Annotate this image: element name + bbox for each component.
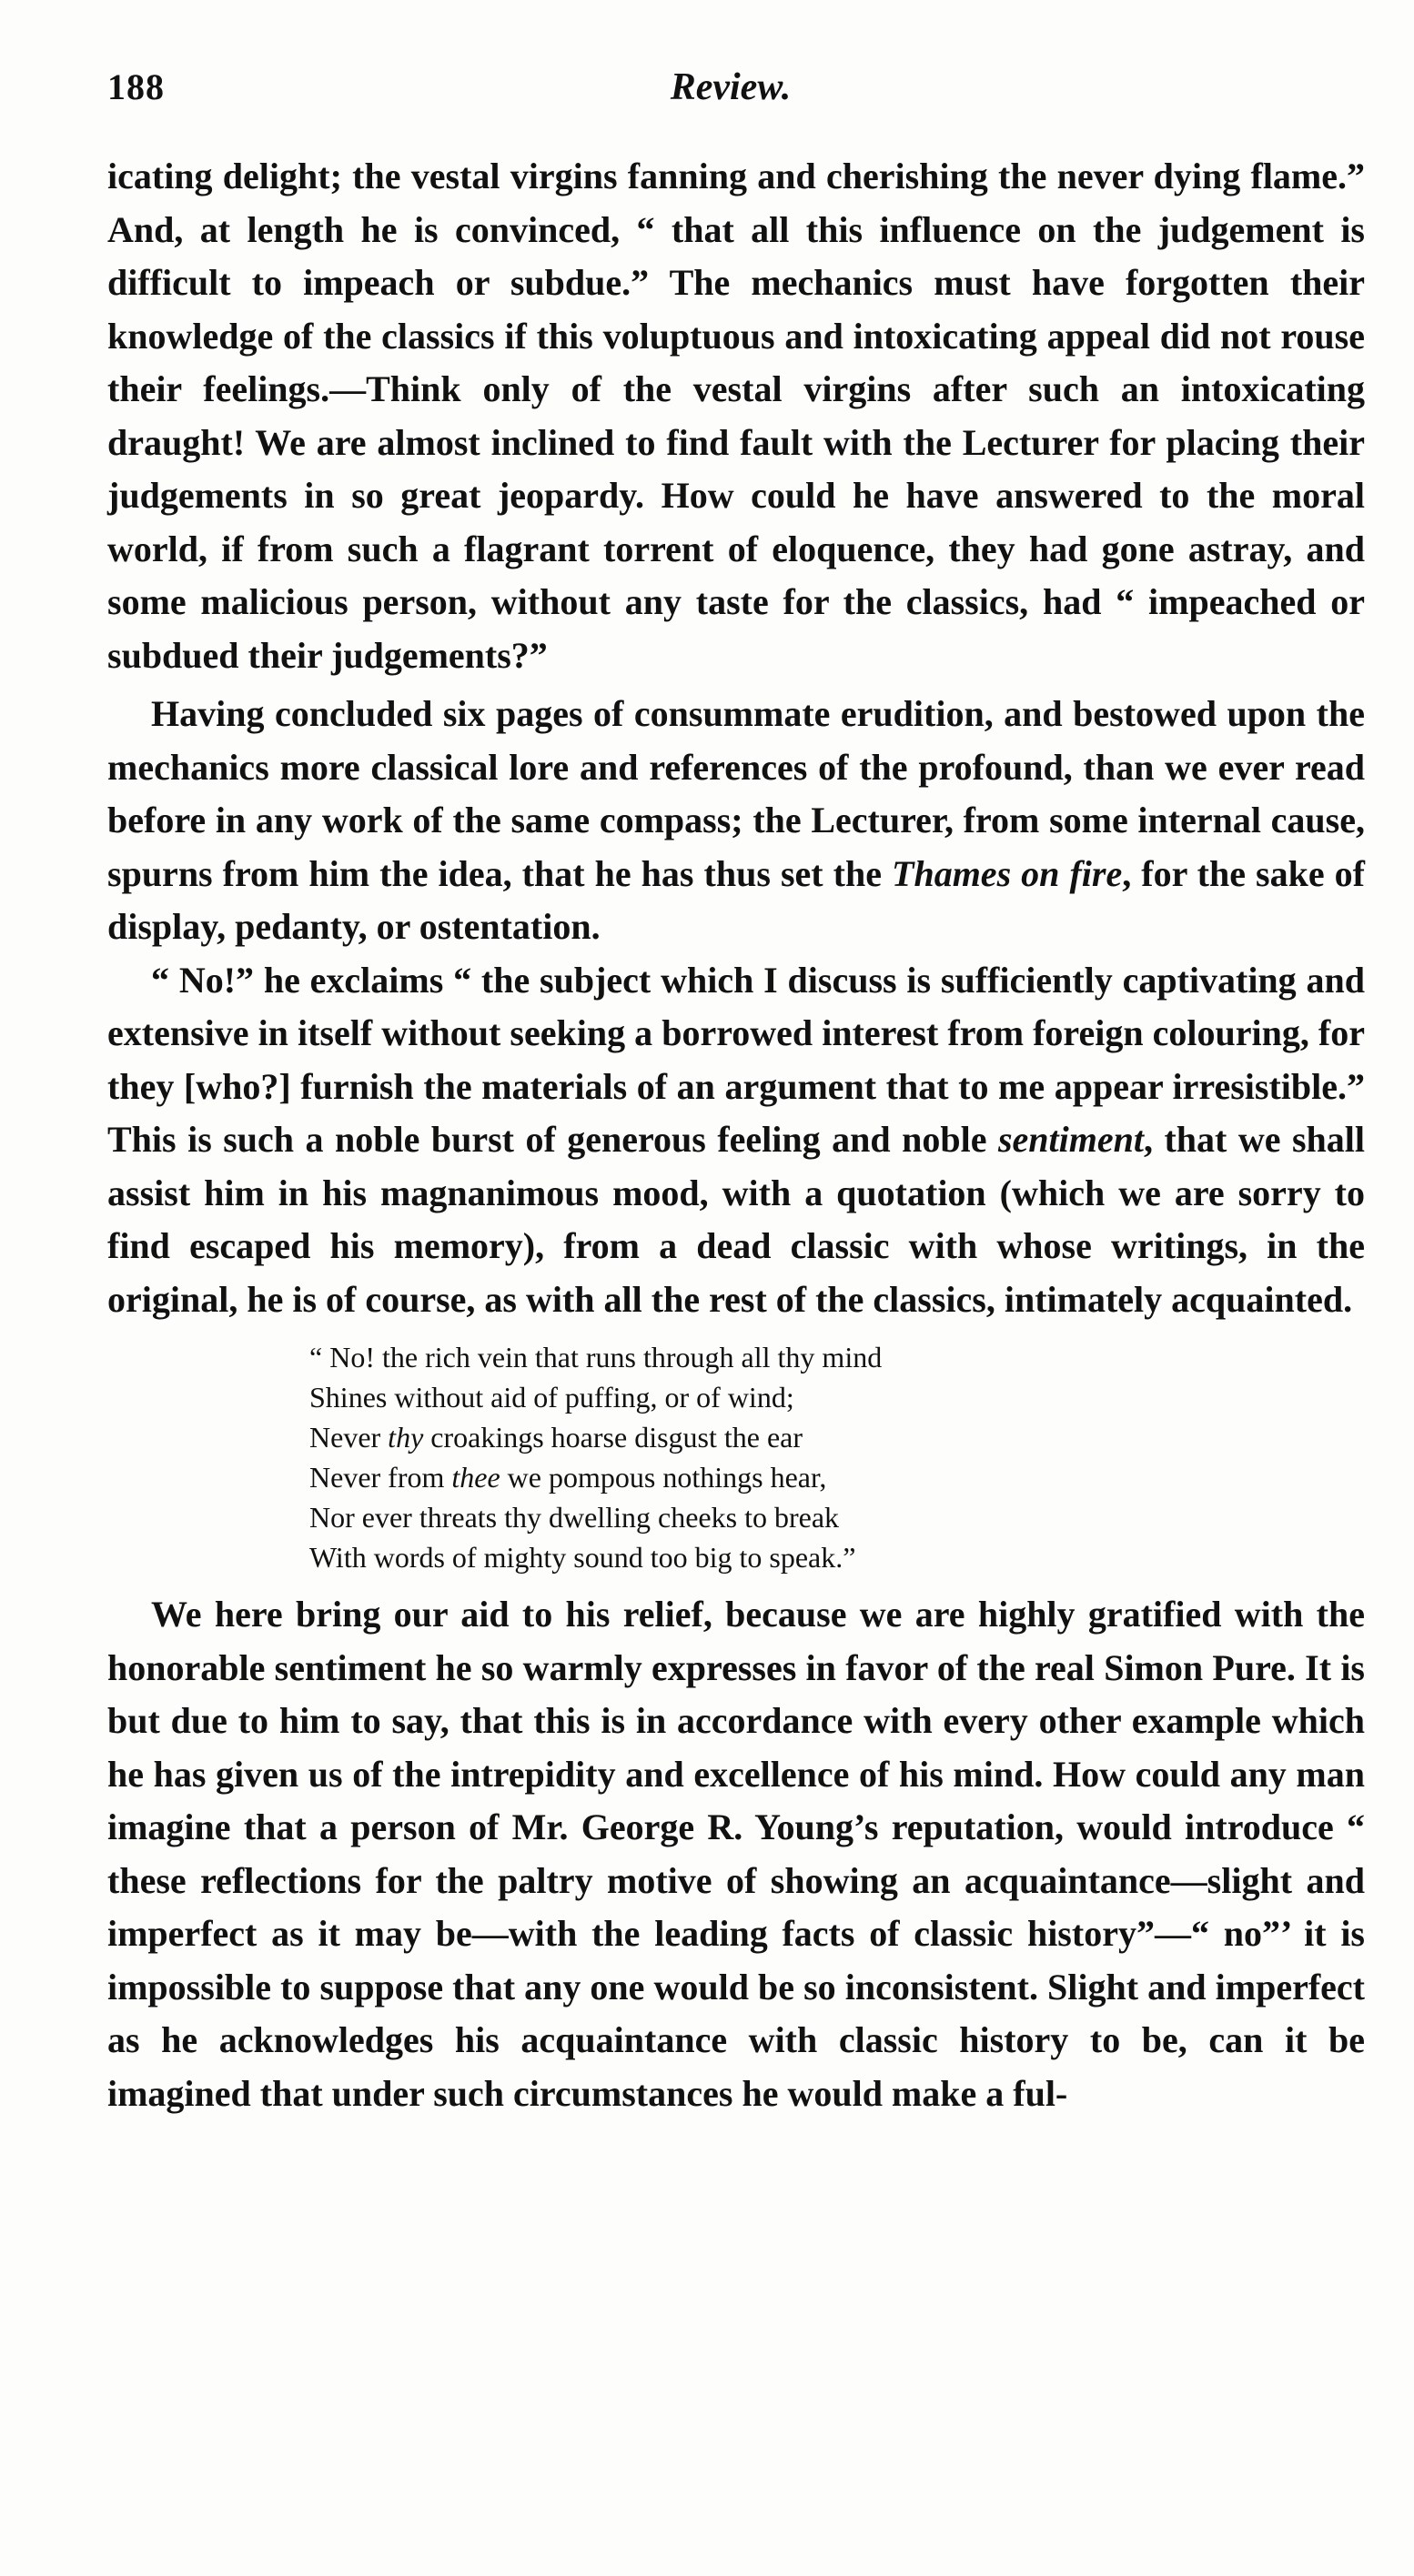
verse-line: Shines without aid of puffing, or of wind;: [309, 1381, 794, 1414]
paragraph-continued: icating delight; the vestal virgins fanning and cherishing the never dying flame.” And, at length he is convinced, “ that all this influence on the judgement is difficult to impeach or subdue.” The mechanics must have forgotten their knowledge of the classics if this voluptuous and intoxicating appeal did not rouse their feelings.—Think only of the vestal virgins after such an intoxicating draught! We are almost inclined to find fault with the Lecturer for placing their judgements in so great jeopardy. How could he have answered to the moral world, if from such a flagrant torrent of eloquence, they had gone astray, and some malicious person, without any taste for the classics, had “ impeached or subdued their judgements?”: [107, 156, 1365, 676]
verse-line: Never thy croakings hoarse disgust the ear: [309, 1421, 803, 1454]
verse-line: Nor ever threats thy dwelling cheeks to break: [309, 1501, 840, 1534]
paragraph-no-exclaims: “ No!” he exclaims “ the subject which I discuss is sufficiently captivating and extensive in itself without seeking a borrowed interest from foreign colouring, for they [who?] furnish the materials of an argument that to me appear irresistible.” This is such a noble burst of generous feeling and noble sentiment, that we shall assist him in his magnanimous mood, with a quotation (which we are sorry to find escaped his memory), from a dead classic with whose writings, in the original, he is of course, as with all the rest of the classics, intimately acquainted.: [107, 959, 1365, 1320]
verse-line: With words of mighty sound too big to speak.”: [309, 1541, 856, 1574]
page-number: 188: [107, 66, 165, 107]
paragraph-relief: We here bring our aid to his relief, because we are highly gratified with the honorable sentiment he so warmly expresses in favor of the real Simon Pure. It is but due to him to say, that this is in accordance with every other example which he has given us of the intrepidity and excellence of his mind. How could any man imagine that a person of Mr. George R. Young’s reputation, would introduce “ these reflections for the paltry motive of showing an acquaintance—slight and imperfect as it may be—with the leading facts of classic history”—“ no”’ it is impossible to suppose that any one would be so inconsistent. Slight and imperfect as he acknowledges his acquaintance with classic history to be, can it be imagined that under such circumstances he would make a ful-: [107, 1594, 1365, 2114]
verse-quotation: [309, 1337, 1365, 1577]
running-head: Review.: [670, 66, 792, 108]
italic-word: sentiment: [997, 1119, 1144, 1160]
italic-phrase: Thames on fire: [892, 852, 1123, 894]
page-header: [107, 65, 1354, 120]
verse-line: Never from thee we pompous nothings hear,: [309, 1461, 827, 1494]
body-text: [107, 150, 1365, 2120]
verse-line: “ No! the rich vein that runs through all thy mind: [309, 1341, 883, 1374]
paragraph-thames: Having concluded six pages of consummate erudition, and bestowed upon the mechanics more classical lore and references of the profound, than we ever read before in any work of the same compass; the Lecturer, from some internal cause, spurns from him the idea, that he has thus set the Thames on fire, for the sake of display, pedanty, or ostentation.: [107, 693, 1365, 947]
